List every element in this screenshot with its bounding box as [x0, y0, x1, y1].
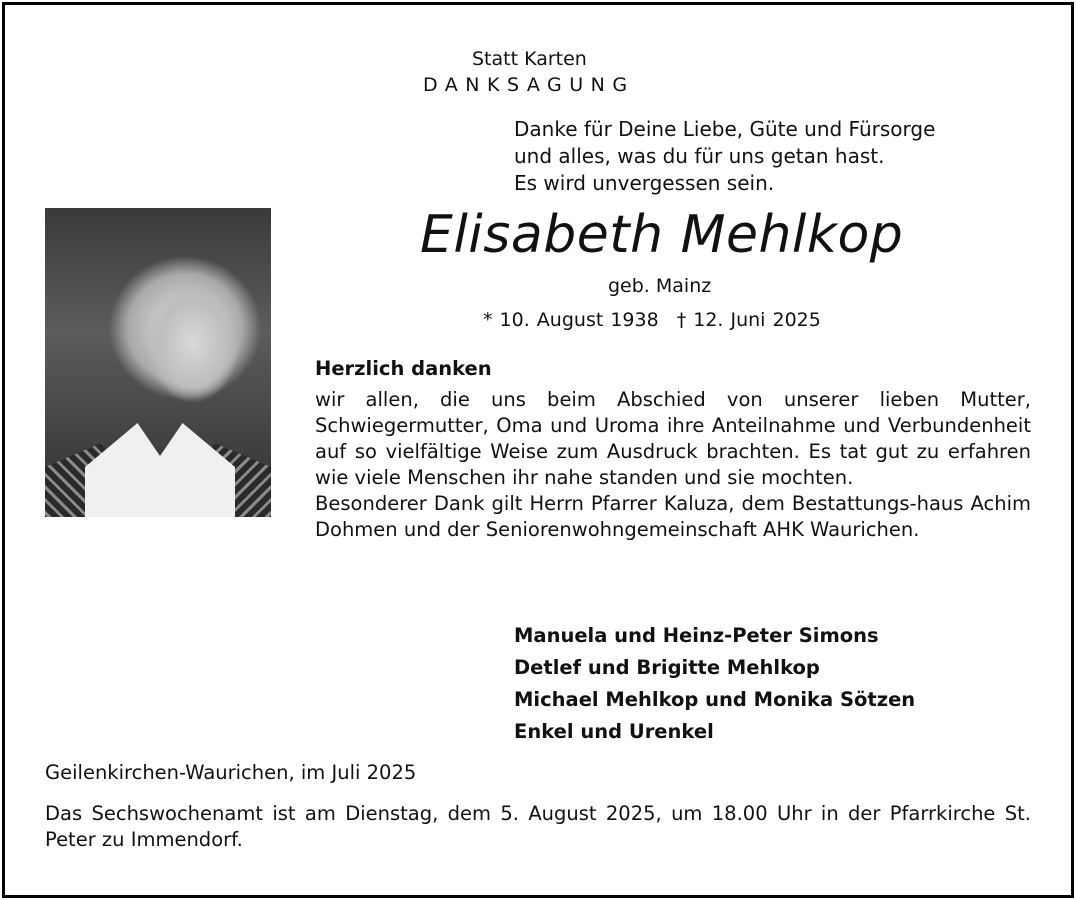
birth-date: * 10. August 1938 — [483, 309, 659, 331]
signer: Michael Mehlkop und Monika Sötzen — [514, 688, 916, 711]
quote — [514, 116, 935, 197]
portrait-photo — [45, 208, 271, 517]
thanks-paragraph-1: wir allen, die uns beim Abschied von unserer lieben Mutter, Schwiegermutter, Oma und Uroma ihre Anteilnahme und Verbundenheit auf so vielfältige Weise zum Ausdruck brachten. Es tat gut zu erfahren wie viele Menschen ihr nahe standen und sie mochten. — [315, 388, 1031, 489]
thanks-lead: Herzlich danken — [315, 357, 492, 380]
death-date: † 12. Juni 2025 — [676, 309, 821, 331]
thanks-text — [315, 356, 1031, 543]
quote-line: Es wird unvergessen sein. — [514, 171, 775, 195]
quote-line: und alles, was du für uns getan hast. — [514, 144, 885, 168]
thanks-paragraph-2: Besonderer Dank gilt Herrn Pfarrer Kaluza, dem Bestattungs-haus Achim Dohmen und der Seniorenwohngemeinschaft AHK Waurichen. — [315, 492, 1031, 541]
signer: Detlef und Brigitte Mehlkop — [514, 656, 820, 679]
life-dates — [483, 309, 821, 331]
deceased-name: Elisabeth Mehlkop — [420, 205, 904, 265]
signers-list — [514, 620, 915, 748]
header-title: DANKSAGUNG — [423, 74, 635, 96]
signer: Enkel und Urenkel — [514, 720, 714, 743]
header-line1: Statt Karten — [472, 48, 587, 70]
signer: Manuela und Heinz-Peter Simons — [514, 624, 879, 647]
birth-name: geb. Mainz — [608, 275, 712, 297]
quote-line: Danke für Deine Liebe, Güte und Fürsorge — [514, 117, 936, 141]
place-date: Geilenkirchen-Waurichen, im Juli 2025 — [45, 761, 417, 784]
service-info: Das Sechswochenamt ist am Dienstag, dem 5. August 2025, um 18.00 Uhr in der Pfarrkirche St. Peter zu Immendorf. — [45, 802, 1031, 851]
